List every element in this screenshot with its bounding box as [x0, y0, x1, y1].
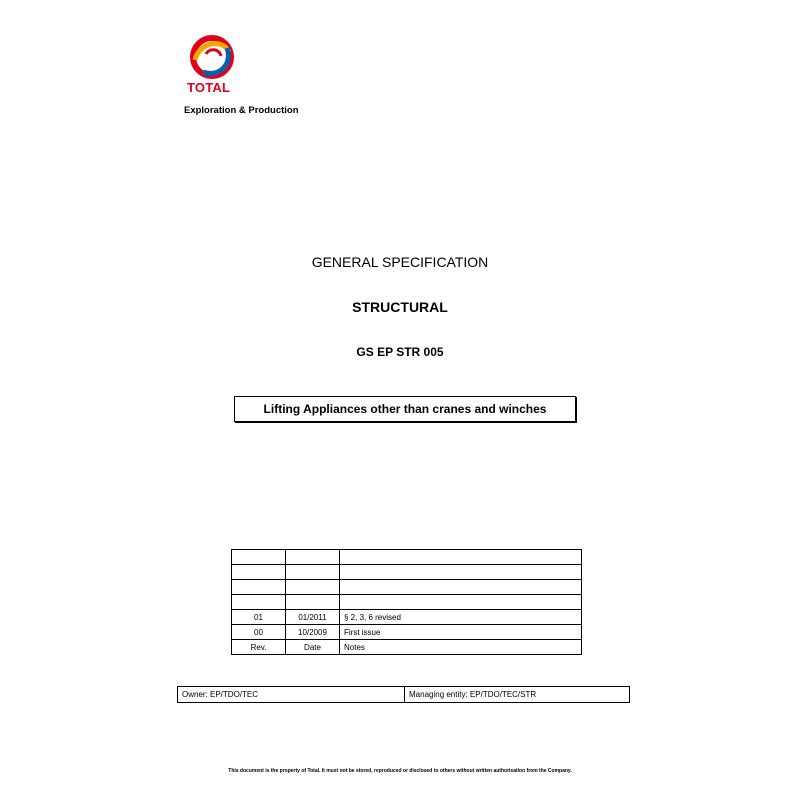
- rev-cell: [232, 580, 286, 595]
- table-row: [232, 610, 582, 625]
- brand-name: TOTAL: [187, 80, 231, 95]
- rev-header: Rev.: [232, 640, 286, 655]
- table-row: [232, 565, 582, 580]
- date-cell: [286, 565, 340, 580]
- document-title-box: [234, 396, 576, 422]
- document-title: Lifting Appliances other than cranes and winches: [263, 402, 547, 416]
- date-header: Date: [286, 640, 340, 655]
- table-row: [232, 595, 582, 610]
- table-row: [232, 625, 582, 640]
- document-discipline: STRUCTURAL: [352, 299, 448, 315]
- notes-cell: [340, 595, 582, 610]
- revision-table: [231, 549, 582, 655]
- rev-cell: [232, 595, 286, 610]
- property-notice: This document is the property of Total. It must not be stored, reproduced or disclosed to others without written authorisation from the Company.: [228, 768, 572, 774]
- ownership-box: [177, 686, 630, 703]
- rev-cell: [232, 550, 286, 565]
- division-label: Exploration & Production: [184, 105, 299, 116]
- document-reference: GS EP STR 005: [356, 345, 444, 359]
- notes-cell: § 2, 3, 6 revised: [340, 610, 582, 625]
- notes-cell: First issue: [340, 625, 582, 640]
- notes-cell: [340, 580, 582, 595]
- table-row: [232, 550, 582, 565]
- notes-cell: [340, 565, 582, 580]
- date-cell: [286, 550, 340, 565]
- date-cell: [286, 580, 340, 595]
- date-cell: 01/2011: [286, 610, 340, 625]
- date-cell: [286, 595, 340, 610]
- date-cell: 10/2009: [286, 625, 340, 640]
- rev-cell: [232, 565, 286, 580]
- owner-cell: Owner: EP/TDO/TEC: [178, 687, 405, 702]
- rev-cell: 01: [232, 610, 286, 625]
- managing-entity-cell: Managing entity: EP/TDO/TEC/STR: [409, 690, 537, 699]
- table-row: [232, 580, 582, 595]
- total-logo-icon: [189, 34, 235, 80]
- document-kind: GENERAL SPECIFICATION: [311, 254, 489, 270]
- notes-cell: [340, 550, 582, 565]
- table-header-row: [232, 640, 582, 655]
- notes-header: Notes: [340, 640, 582, 655]
- rev-cell: 00: [232, 625, 286, 640]
